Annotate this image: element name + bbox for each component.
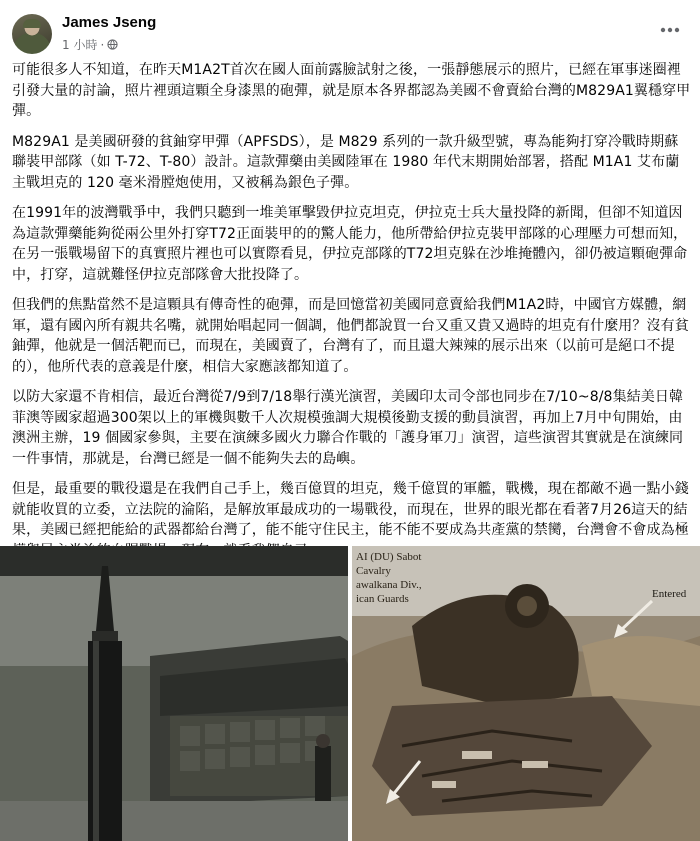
post-paragraph: 以防大家還不肯相信，最近台灣從7/9到7/18舉行漢光演習，美國印太司令部也同步在7/10~8/8集結美日韓菲澳等國家超過300架以上的軍機與數千人次規模強調大規模後勤支援的動員演習，再加上7月中旬開始，由澳洲主辦，19 個國家參與，主要在演練多國火力聯合作戰的「護身軍刀」演習，這些演習其實就是在演練同一件事情，那就是，台灣已經是一個不能夠失去的島嶼。 — [12, 389, 684, 467]
author-name[interactable]: James Jseng — [62, 14, 157, 31]
photo-destroyed-t72[interactable] — [352, 546, 700, 841]
post-paragraph: 可能很多人不知道，在昨天M1A2T首次在國人面前露臉試射之後，一張靜態展示的照片，已經在軍事迷圈裡引發大量的討論，照片裡頭這顆全身漆黑的砲彈，就是原本各界都認為美國不會賣給台灣的M829A1翼穩穿甲彈。 — [12, 62, 691, 119]
photo-annotation: Entered — [652, 588, 687, 600]
photo-caption: AI (DU) Sabot Cavalry awalkana Div., ican Guards — [356, 551, 422, 605]
post-timestamp[interactable]: 1 小時 — [62, 38, 98, 52]
post-paragraph: 但我們的焦點當然不是這顆具有傳奇性的砲彈，而是回憶當初美國同意賣給我們M1A2時，中國官方媒體，網軍，還有國內所有親共名嘴，就開始唱起同一個調，他們都說買一台又重又貴又過時的坦克有什麼用？沒有貧鈾彈，他就是一個活靶而已，而現在，美國賣了，台灣有了，而且還大辣辣的展示出來（以前可是絕口不提的），他所代表的意義是什麼，相信大家應該都知道了。 — [12, 297, 689, 375]
meta-separator: · — [100, 37, 105, 52]
avatar[interactable] — [12, 14, 52, 54]
more-options-button[interactable] — [652, 12, 688, 48]
more-horizontal-icon — [660, 27, 680, 33]
post-paragraph: M829A1 是美國研發的貧鈾穿甲彈（APFSDS），是 M829 系列的一款升級型號，專為能夠打穿冷戰時期蘇聯裝甲部隊（如 T-72、T-80）設計。這款彈藥由美國陸軍在 1980 年代末期開始部署，搭配 M1A1 艾布蘭主戰坦克的 120 毫米滑膛炮使用，又被稱為銀色子彈。 — [12, 133, 680, 191]
globe-icon[interactable] — [107, 39, 118, 50]
photo-grid — [0, 546, 700, 841]
post-paragraph: 但是，最重要的戰役還是在我們自己手上，幾百億買的坦克，幾千億買的軍艦，戰機，現在都敵不過一點小錢就能收買的立委，立法院的淪陷，是解放軍最成功的一場戰役，而現在，世界的眼光都在看著7月26這天的結果，美國已經把能給的武器都給台灣了，能不能守住民主，能不能不要成為共產黨的禁臠，台灣會不會成為極 — [12, 481, 689, 538]
post-meta — [62, 36, 118, 53]
post-paragraph: 在1991年的波灣戰爭中，我們只聽到一堆美軍擊毀伊拉克坦克，伊拉克士兵大量投降的新聞，但卻不知道因為這款彈藥能夠從兩公里外打穿T72正面裝甲的的驚人能力，他所帶給伊拉克裝甲部隊的心理壓力可想而知，在另一張戰場留下的真實照片裡也可以實際看見，伊拉克部隊的T72坦克躲在沙堆掩體內，卻仍被這顆砲彈命中，打穿，這就難怪伊拉克部隊會大批投降了。 — [12, 205, 688, 283]
post-header — [12, 12, 688, 54]
photo-tank-shell[interactable] — [0, 546, 348, 841]
post-text — [12, 60, 692, 571]
